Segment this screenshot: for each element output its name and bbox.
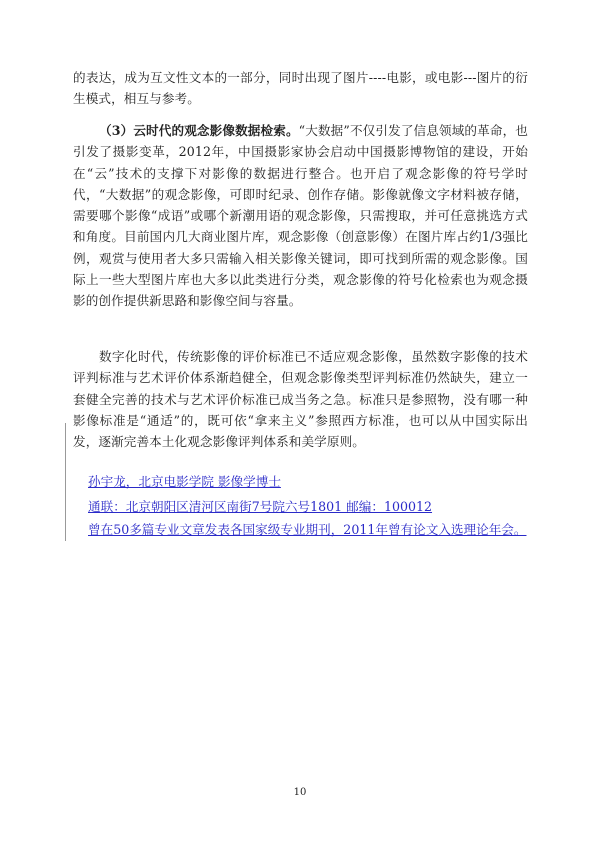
paragraph-continuation: 的表达，成为互文性文本的一部分，同时出现了图片----电影，或电影---图片的衍生模式，相互与参考。 — [73, 70, 528, 107]
author-name-line: 孙宇龙，北京电影学院 影像学博士 — [88, 474, 281, 489]
author-contact-line: 通联：北京朝阳区清河区南街7号院六号1801 邮编：100012 — [88, 499, 433, 514]
author-bio-line: 曾在50多篇专业文章发表各国家级专业期刊，2011年曾有论文入选理论年会。 — [88, 522, 527, 537]
page-number: 10 — [293, 787, 307, 798]
paragraph-cloud-era — [73, 120, 528, 312]
paragraph-body: “大数据”不仅引发了信息领域的革命，也引发了摄影变革，2012年，中国摄影家协会启动中国摄影博物馆的建设，开始在“云”技术的支撑下对影像的数据进行整合。也开启了观念影像的符号学时代，“大数据”的观念影像，可即时纪录、创作存储。影像就像文字材料被存储，需要哪个影像“成语”或哪个新潮用语的观念影像，只需搜取，并可任意挑选方式和角度。目前国内几大商业图片库，观念影像（创意影像）在图片库占约1/3强比例，观赏与使用者大多只需输入相关影像关键词，即可找到所需的观念影像。国际上一些大型图片库也大多以此类进行分类，观念影像的符号化检索也为观念摄影的创作提供新思路和影像空间与容量。 — [73, 123, 528, 309]
section-heading: （3）云时代的观念影像数据检索。 — [99, 123, 299, 138]
margin-change-bar — [65, 423, 66, 541]
paragraph-digital-era: 数字化时代，传统影像的评价标准已不适应观念影像，虽然数字影像的技术评判标准与艺术评价体系渐趋健全，但观念影像类型评判标准仍然缺失，建立一套健全完善的技术与艺术评价标准已成当务之急。标准只是参照物，没有哪一种影像标准是“通适”的，既可依“拿来主义”参照西方标准，也可以从中国实际出发，逐渐完善本土化观念影像评判体系和美学原则。 — [73, 349, 528, 450]
